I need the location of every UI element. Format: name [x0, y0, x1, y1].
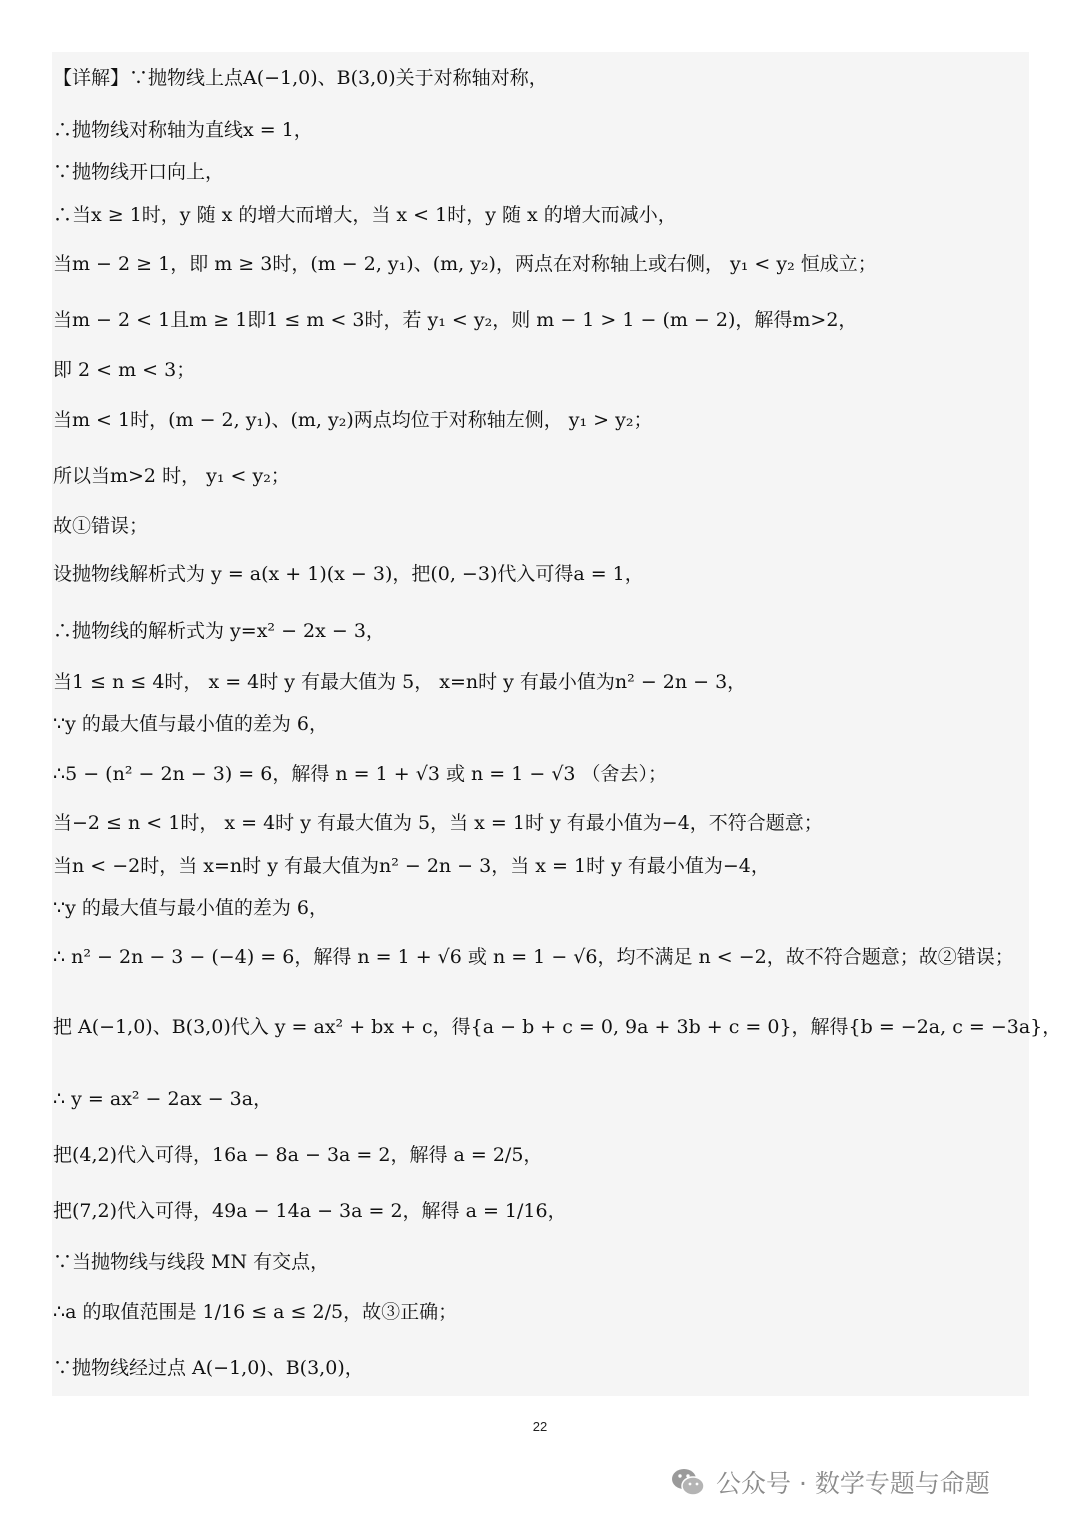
solution-line: 当m − 2 ≥ 1，即 m ≥ 3时，(m − 2, y₁)、(m, y₂)，两点在对称轴上或右侧， y₁ < y₂ 恒成立；	[53, 253, 877, 275]
watermark	[668, 1462, 990, 1502]
solution-line: 把 A(−1,0)、B(3,0)代入 y = ax² + bx + c，得{a − b + c = 0, 9a + 3b + c = 0}，解得{b = −2a, c = −3a}，	[53, 1016, 1062, 1038]
solution-line: ∴ y = ax² − 2ax − 3a，	[53, 1088, 273, 1110]
solution-line: 把(7,2)代入可得，49a − 14a − 3a = 2，解得 a = 1/16，	[53, 1200, 567, 1222]
solution-line: ∵当抛物线与线段 MN 有交点，	[53, 1251, 330, 1273]
solution-line: ∴抛物线对称轴为直线x = 1，	[53, 119, 313, 141]
solution-line: ∵抛物线经过点 A(−1,0)、B(3,0)，	[53, 1357, 364, 1379]
solution-line: 设抛物线解析式为 y = a(x + 1)(x − 3)，把(0, −3)代入可得a = 1，	[53, 563, 644, 585]
solution-line: 当n < −2时，当 x=n时 y 有最大值为n² − 2n − 3，当 x = 1时 y 有最小值为−4，	[53, 855, 770, 877]
solution-line: 把(4,2)代入可得，16a − 8a − 3a = 2，解得 a = 2/5，	[53, 1144, 543, 1166]
solution-line: ∴5 − (n² − 2n − 3) = 6，解得 n = 1 + √3 或 n = 1 − √3 （舍去）；	[53, 763, 668, 785]
solution-line: 当1 ≤ n ≤ 4时， x = 4时 y 有最大值为 5， x=n时 y 有最小值为n² − 2n − 3，	[53, 671, 747, 693]
solution-line: ∴ n² − 2n − 3 − (−4) = 6，解得 n = 1 + √6 或 n = 1 − √6，均不满足 n < −2，故不符合题意；故②错误；	[53, 946, 1014, 968]
solution-line: 即 2 < m < 3；	[53, 359, 196, 381]
watermark-text: 公众号 · 数学专题与命题	[716, 1469, 990, 1498]
solution-line: ∴当x ≥ 1时，y 随 x 的增大而增大，当 x < 1时，y 随 x 的增大而减小，	[53, 204, 677, 226]
wechat-icon	[668, 1462, 708, 1502]
solution-line: 当−2 ≤ n < 1时， x = 4时 y 有最大值为 5，当 x = 1时 y 有最小值为−4，不符合题意；	[53, 812, 823, 834]
solution-line: 故①错误；	[53, 515, 149, 537]
solution-line: 【详解】∵抛物线上点A(−1,0)、B(3,0)关于对称轴对称，	[53, 67, 548, 89]
solution-line: ∵y 的最大值与最小值的差为 6，	[53, 897, 328, 919]
solution-line: ∵抛物线开口向上，	[53, 161, 225, 183]
solution-line: 当m − 2 < 1且m ≥ 1即1 ≤ m < 3时，若 y₁ < y₂，则 m − 1 > 1 − (m − 2)，解得m>2，	[53, 309, 858, 331]
solution-line: ∴a 的取值范围是 1/16 ≤ a ≤ 2/5，故③正确；	[53, 1301, 458, 1323]
solution-line: ∴抛物线的解析式为 y=x² − 2x − 3，	[53, 620, 385, 642]
page-number: 22	[532, 1419, 548, 1434]
solution-line: 当m < 1时，(m − 2, y₁)、(m, y₂)两点均位于对称轴左侧， y₁ > y₂；	[53, 409, 653, 431]
solution-line: 所以当m>2 时， y₁ < y₂；	[53, 465, 290, 487]
solution-line: ∵y 的最大值与最小值的差为 6，	[53, 713, 328, 735]
